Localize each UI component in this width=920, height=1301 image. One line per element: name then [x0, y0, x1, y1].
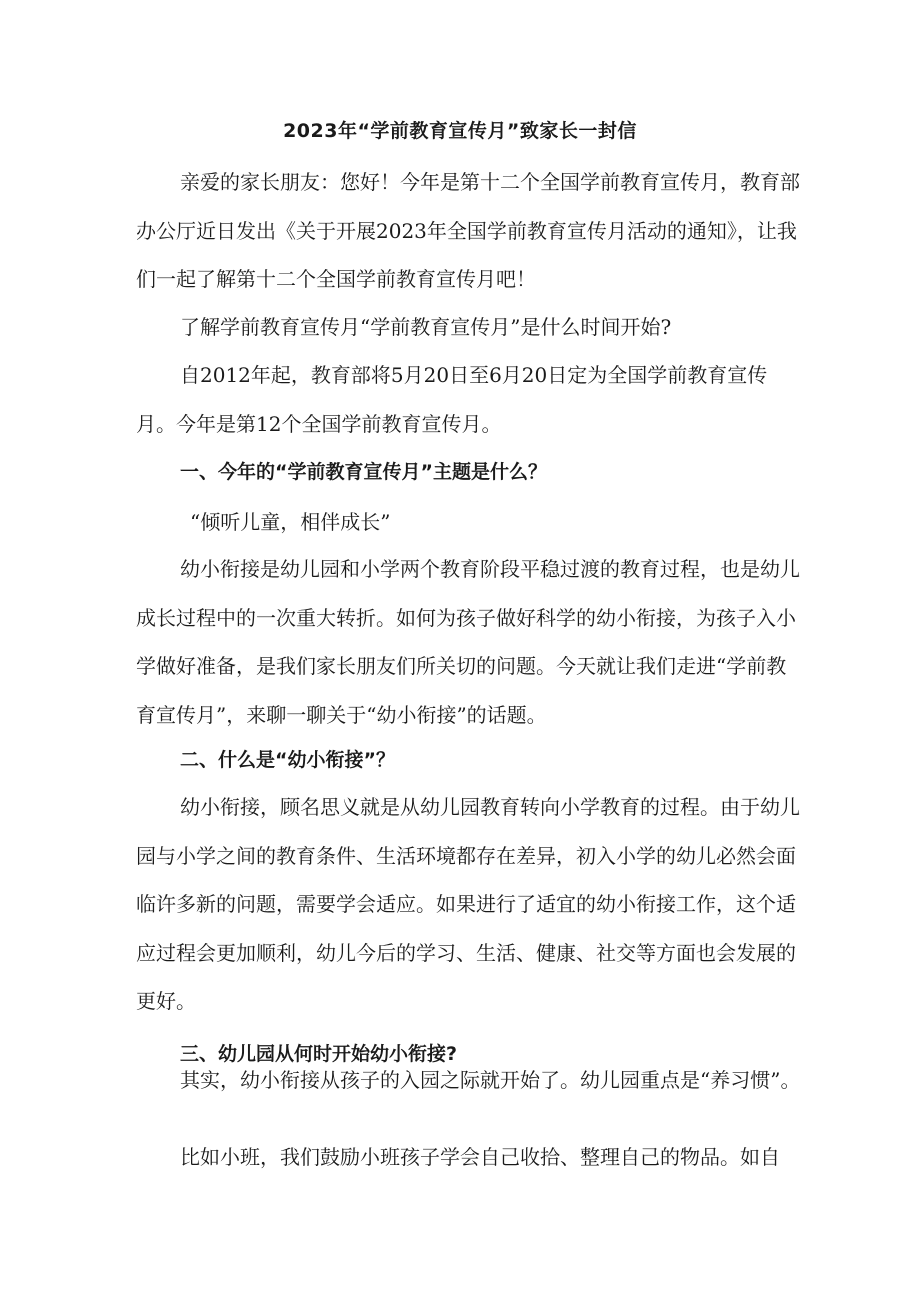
answer-paragraph: 自2012年起，教育部将5月20日至6月20日定为全国学前教育宣传月。今年是第12个全国学前教育宣传月。 — [136, 363, 768, 436]
theme-quote: “倾听儿童，相伴成长” — [190, 510, 391, 534]
document-title: 2023年“学前教育宣传月”致家长一封信 — [283, 120, 637, 142]
section1-heading: 一、今年的“学前教育宣传月”主题是什么？ — [180, 461, 547, 483]
section3-heading: 三、幼儿园从何时开始幼小衔接? — [180, 1043, 458, 1065]
intro-paragraph: 亲爱的家长朋友：您好！今年是第十二个全国学前教育宣传月，教育部办公厅近日发出《关于开展2023年全国学前教育宣传月活动的通知》，让我们一起了解第十二个全国学前教育宣传月吧！ — [136, 170, 800, 291]
section2-paragraph: 幼小衔接，顾名思义就是从幼儿园教育转向小学教育的过程。由于幼儿园与小学之间的教育条件、生活环境都存在差异，初入小学的幼儿必然会面临许多新的问题，需要学会适应。如果进行了适宜的幼小衔接工作，这个适应过程会更加顺利，幼儿今后的学习、生活、健康、社交等方面也会发展的更好。 — [136, 795, 800, 1013]
closing-paragraph: 比如小班，我们鼓励小班孩子学会自己收拾、整理自己的物品。如自 — [180, 1145, 780, 1169]
section3-paragraph: 其实，幼小衔接从孩子的入园之际就开始了。幼儿园重点是“养习惯”。 — [180, 1068, 801, 1092]
section1-paragraph: 幼小衔接是幼儿园和小学两个教育阶段平稳过渡的教育过程，也是幼儿成长过程中的一次重大转折。如何为孩子做好科学的幼小衔接，为孩子入小学做好准备，是我们家长朋友们所关切的问题。今天就让我们走进“学前教育宣传月”，来聊一聊关于“幼小衔接”的话题。 — [136, 557, 800, 727]
question-line: 了解学前教育宣传月“学前教育宣传月”是什么时间开始? — [180, 315, 672, 339]
section2-heading: 二、什么是“幼小衔接”？ — [180, 749, 395, 771]
